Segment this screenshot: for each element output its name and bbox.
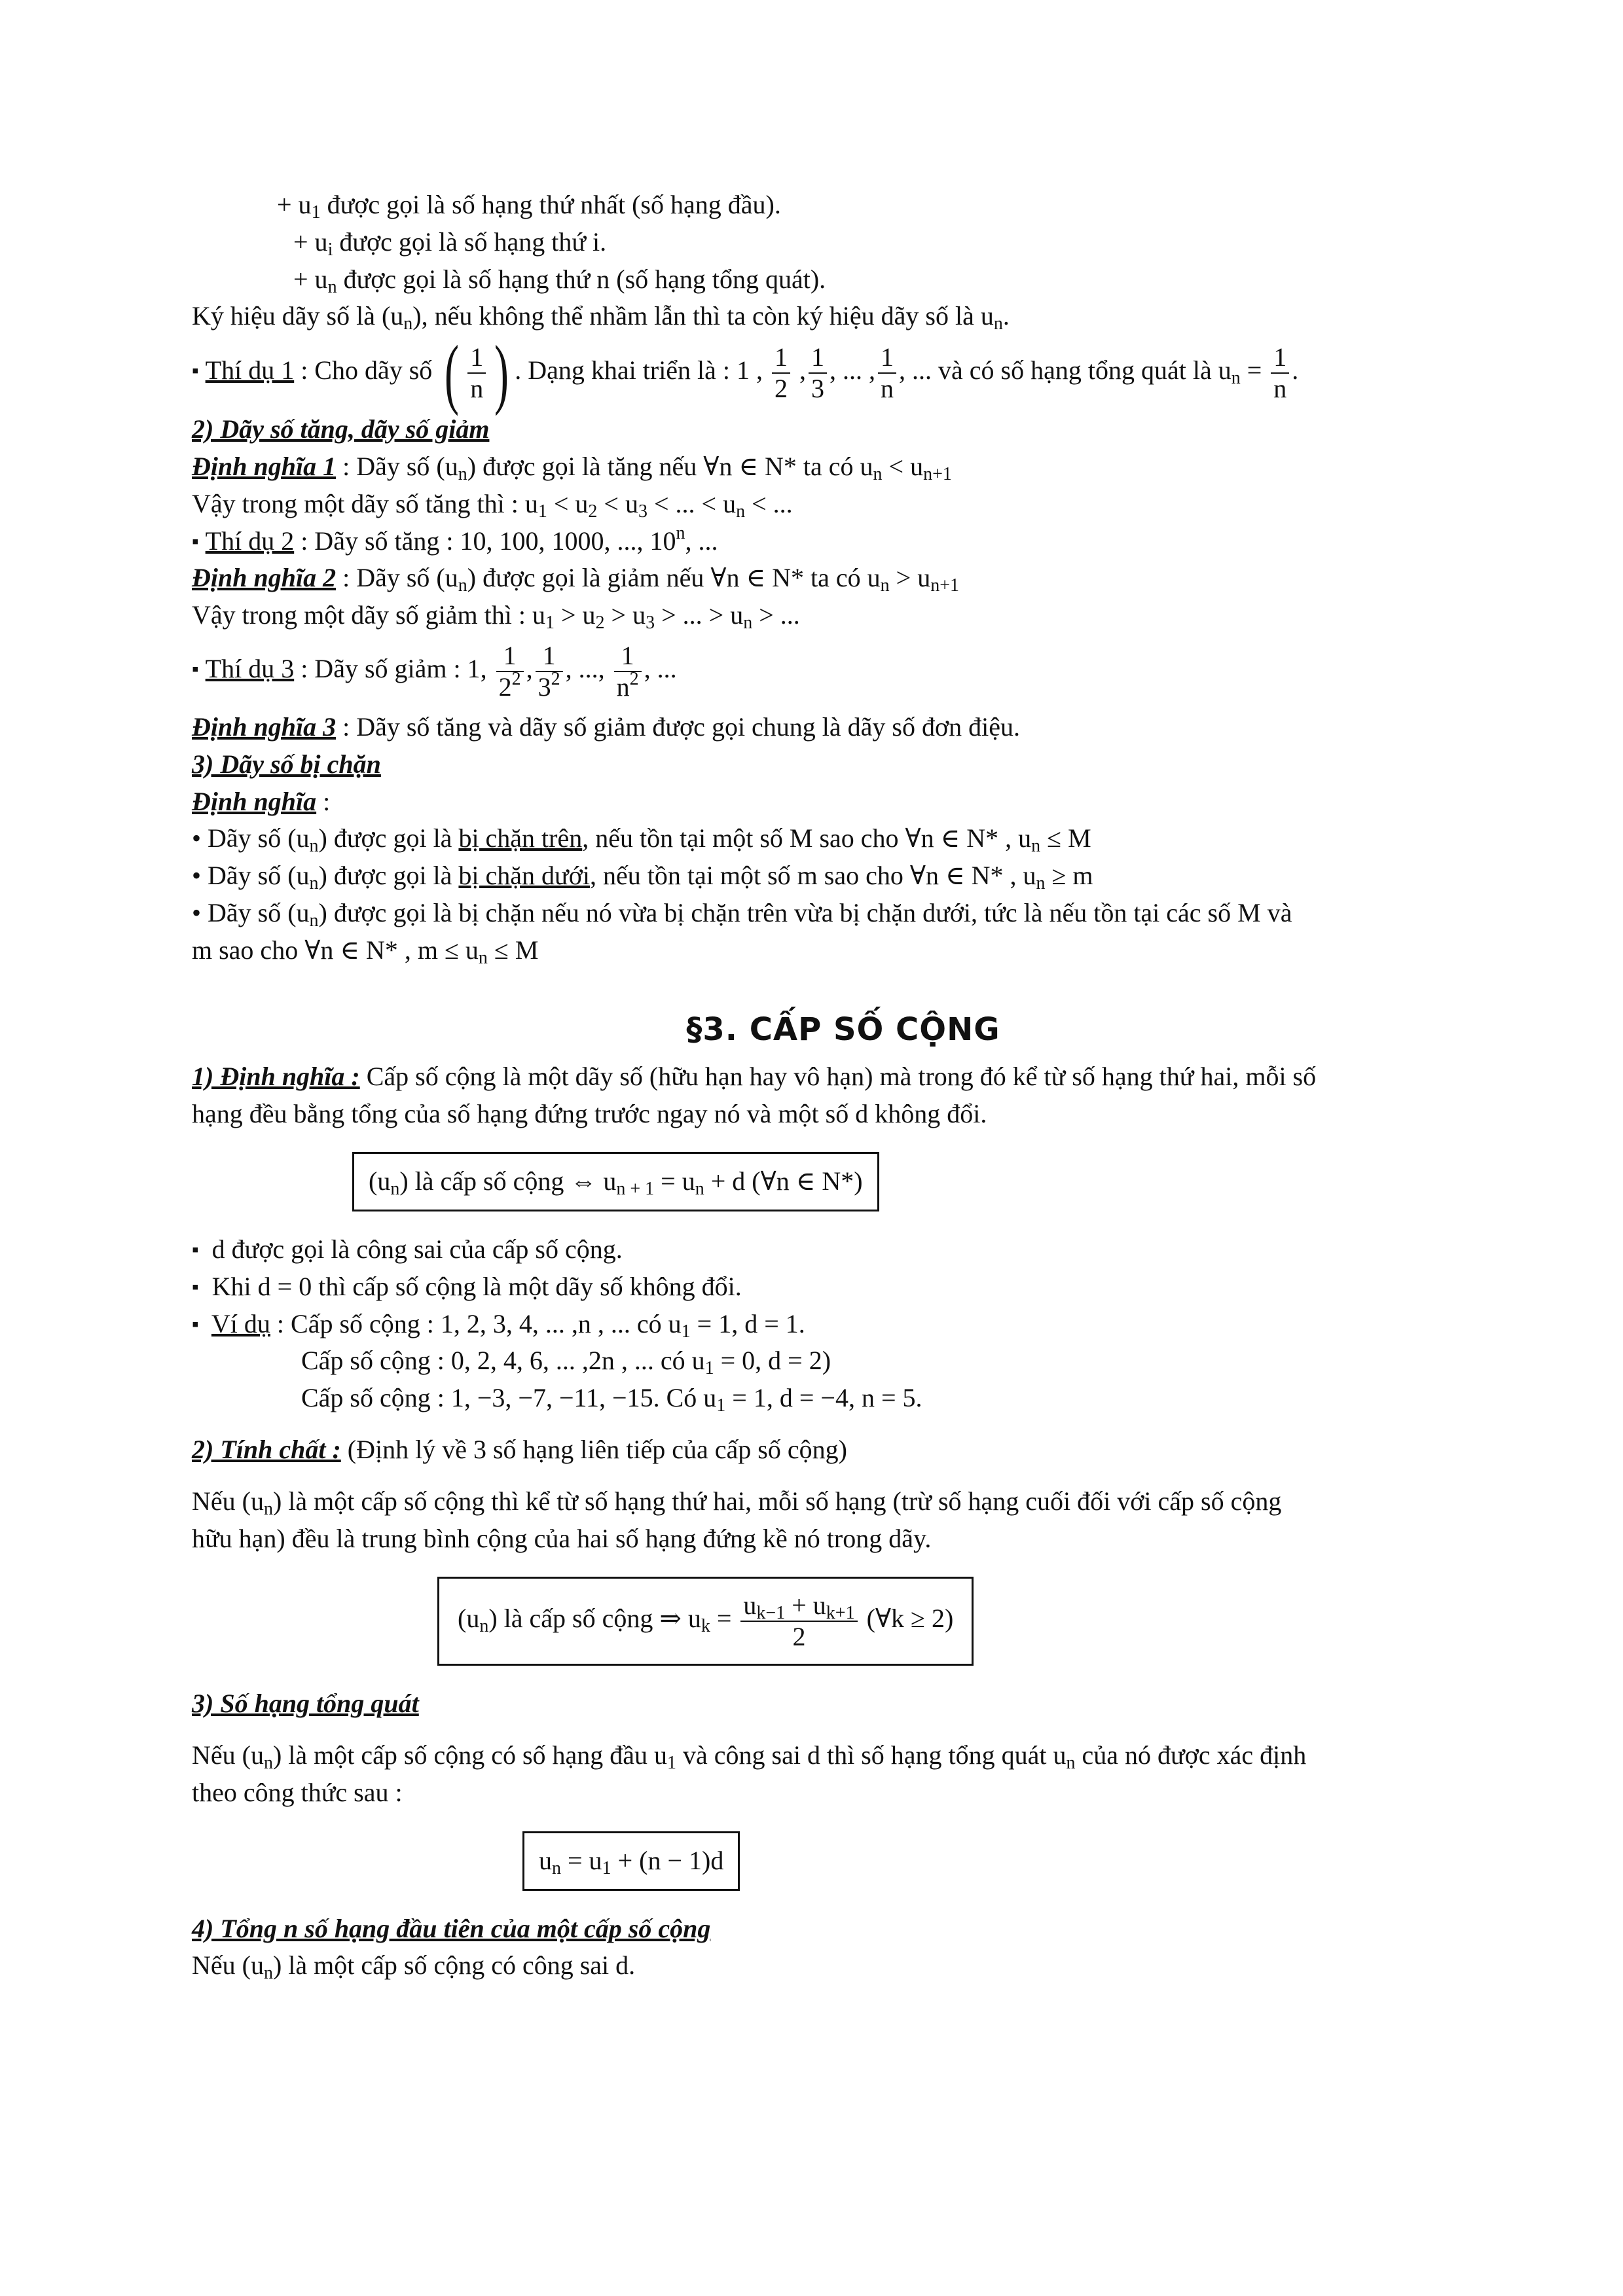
section-3-title: 3) Dãy số bị chặn: [192, 749, 381, 779]
csc-property-p1: Nếu $(u_n)$ là một cấp số cộng thì kể từ số hạng thứ hai, mỗi số hạng (trừ số hạng cuối đối với cấp số cộng: [192, 1486, 1282, 1519]
bounded-both-cont: m sao cho ∀n ∈ N* , $m \le u_n \le M$: [192, 935, 539, 968]
general-term-p1: Nếu $(u_n)$ là một cấp số cộng có số hạng đầu $u_1$ và công sai d thì số hạng tổng quát $u_n$ của nó được xác định: [192, 1740, 1307, 1774]
paren-left-icon: (: [445, 329, 460, 417]
bullet-icon: ▪: [192, 1239, 199, 1261]
sum-title: 4) Tổng n số hạng đầu tiên của một cấp số cộng: [192, 1913, 711, 1943]
bounded-definition-label: Định nghĩa :: [192, 786, 331, 816]
definition-1: Định nghĩa 1 : Dãy số $(u_n)$ được gọi là tăng nếu ∀n ∈ N* ta có $u_n < u_{n+1}$: [192, 451, 952, 484]
definition-2: Định nghĩa 2 : Dãy số $(u_n)$ được gọi là giảm nếu ∀n ∈ N* ta có $u_n > u_{n+1}$: [192, 563, 959, 596]
note-common-difference: ▪ d được gọi là công sai của cấp số cộng.: [192, 1234, 623, 1265]
bounded-below: • Dãy số $(u_n)$ được gọi là bị chặn dưới, nếu tồn tại một số m sao cho ∀n ∈ N* , $u_n \ge m$: [192, 861, 1093, 894]
term-nth: + $u_n$ được gọi là số hạng thứ n (số hạng tổng quát).: [293, 264, 826, 297]
section-2-title: 2) Dãy số tăng, dãy số giảm: [192, 414, 490, 444]
bullet-icon: ▪: [192, 1276, 199, 1298]
general-term-title: 3) Số hạng tổng quát: [192, 1689, 419, 1719]
term-ith: + $u_i$ được gọi là số hạng thứ i.: [293, 226, 607, 260]
example-1: ▪ Thí dụ 1 : Cho dãy số ( $\frac{1}{n}$ ) . Dạng khai triển là : 1 , $\frac{1}{2}$ , $\frac{1}{3}$ , ... , $\frac{1}{n}$ , ... và có số hạng tổng quát là $u_n$ = $\frac{1}{n}$ .: [192, 329, 1299, 417]
increasing-line: Vậy trong một dãy số tăng thì : $u_1 < u_2 < u_3$ < ... < $u_n$ < ...: [192, 488, 793, 522]
term-first: + $u_1$ được gọi là số hạng thứ nhất (số hạng đầu).: [277, 190, 781, 223]
csc-definition-cont: hạng đều bằng tổng của số hạng đứng trước ngay nó và một số d không đổi.: [192, 1098, 987, 1128]
bullet-icon: ▪: [192, 360, 199, 382]
document-page: [192, 187, 1495, 1984]
formula-box-definition: $(u_n)$ là cấp số cộng ⇔ $u_{n + 1} = u_n + d$ (∀n ∈ N*): [352, 1152, 879, 1211]
general-term-p2: theo công thức sau :: [192, 1778, 403, 1808]
csc-property: 2) Tính chất : (Định lý về 3 số hạng liên tiếp của cấp số cộng): [192, 1435, 847, 1465]
definition-3: Định nghĩa 3 : Dãy số tăng và dãy số giảm được gọi chung là dãy số đơn điệu.: [192, 711, 1021, 742]
formula-box-property: $(u_n)$ là cấp số cộng ⇒ $u_k$ = $\frac{u_{k-1} + u_{k+1}}{2}$ (∀k ≥ 2): [437, 1577, 974, 1666]
note-constant: ▪ Khi d = 0 thì cấp số cộng là một dãy số không đổi.: [192, 1271, 742, 1301]
paren-right-icon: ): [494, 329, 509, 417]
bullet-icon: ▪: [192, 530, 199, 552]
csc-definition: 1) Định nghĩa : Cấp số cộng là một dãy số (hữu hạn hay vô hạn) mà trong đó kể từ số hạng thứ hai, mỗi số: [192, 1061, 1317, 1091]
csc-property-p2: hữu hạn) đều là trung bình cộng của hai số hạng đứng kề nó trong dãy.: [192, 1523, 932, 1553]
decreasing-line: Vậy trong một dãy số giảm thì : $u_1 > u_2 > u_3$ > ... > $u_n$ > ...: [192, 600, 800, 634]
chapter-heading: §3. CẤP SỐ CỘNG: [686, 1011, 1000, 1048]
sum-p1: Nếu $(u_n)$ là một cấp số cộng có công sai d.: [192, 1950, 636, 1984]
bounded-both: • Dãy số $(u_n)$ được gọi là bị chặn nếu nó vừa bị chặn trên vừa bị chặn dưới, tức là nếu tồn tại các số M và: [192, 897, 1292, 931]
formula-box-general-term: $u_n = u_1 + (n - 1)d$: [522, 1831, 740, 1891]
bounded-above: • Dãy số $(u_n)$ được gọi là bị chặn trên, nếu tồn tại một số M sao cho ∀n ∈ N* , $u_n \le M$: [192, 823, 1091, 857]
csc-example-3: Cấp số cộng : 1, −3, −7, −11, −15. Có $u_1 = 1$, d = −4, n = 5.: [301, 1383, 922, 1416]
notation-line: Ký hiệu dãy số là $(u_n)$, nếu không thể nhầm lẫn thì ta còn ký hiệu dãy số là $u_n$.: [192, 301, 1010, 334]
example-3: ▪ Thí dụ 3 : Dãy số giảm : 1, $\frac{1}{2^2}$ , $\frac{1}{3^2}$ , ..., $\frac{1}{n^2}$ , ...: [192, 640, 677, 702]
csc-example-1: ▪ Ví dụ : Cấp số cộng : 1, 2, 3, 4, ... ,n , ... có $u_1 = 1$, d = 1.: [192, 1308, 805, 1342]
csc-example-2: Cấp số cộng : 0, 2, 4, 6, ... ,2n , ... có $u_1 = 0$, d = 2): [301, 1346, 831, 1379]
example-2: ▪ Thí dụ 2 : Dãy số tăng : 10, 100, 1000, ..., 10$^n$, ...: [192, 522, 718, 556]
bullet-icon: ▪: [192, 658, 199, 681]
bullet-icon: ▪: [192, 1313, 199, 1335]
